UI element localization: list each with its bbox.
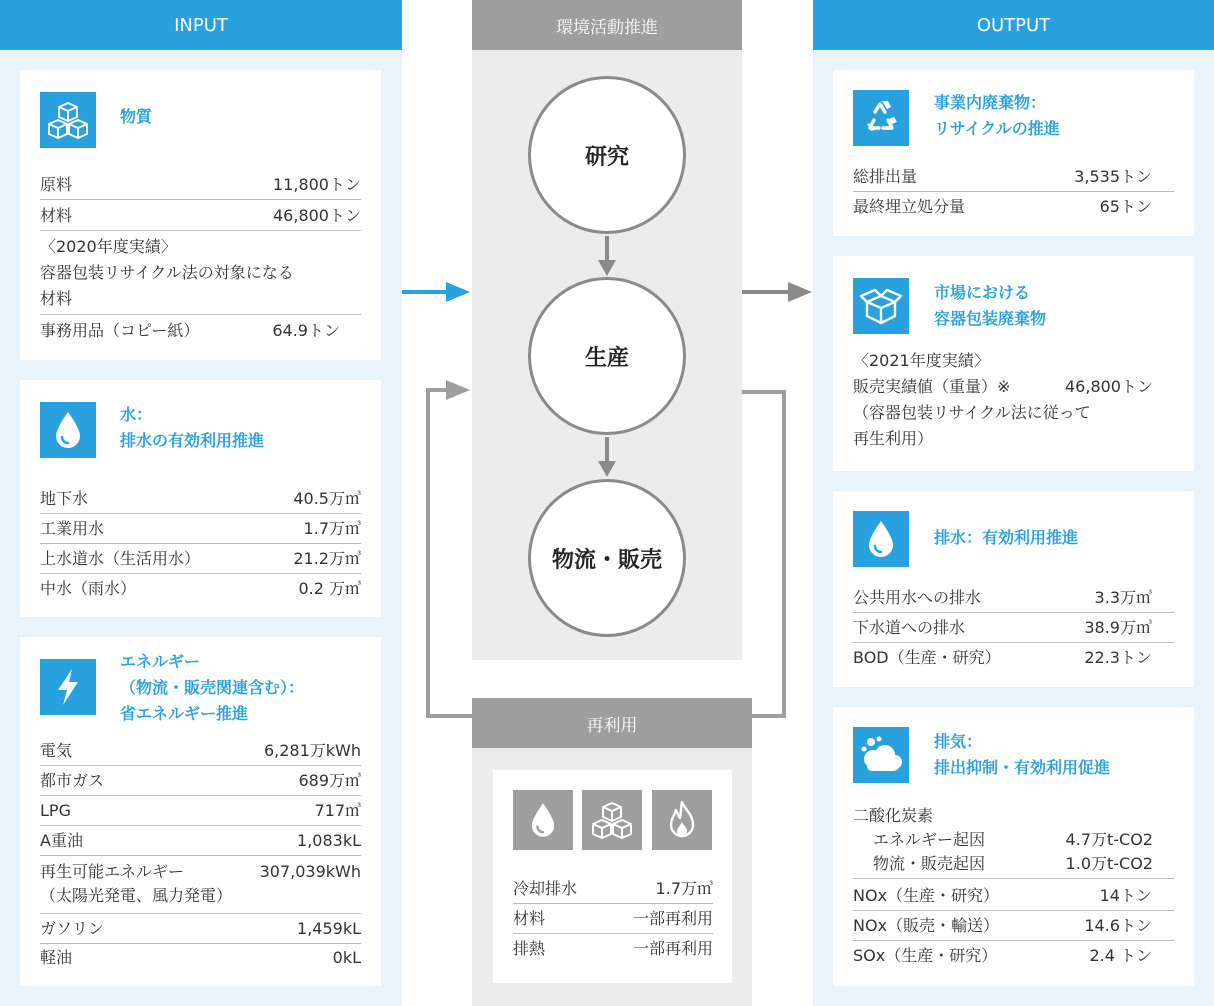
water-title: 水： 排水の有効利用推進: [120, 405, 265, 450]
energy-row: 都市ガス 689万㎥: [40, 766, 361, 796]
reuse-card: [493, 770, 732, 983]
water-drop-icon: [513, 790, 573, 850]
energy-row: ガソリン 1,459kL: [40, 914, 361, 944]
water-row: 工業用水 1.7万㎥: [40, 514, 361, 544]
substance-row: 原料 11,800トン: [40, 170, 361, 200]
arrow-research-to-production: [596, 236, 618, 278]
stage-research: 研究: [528, 76, 686, 234]
water-drop-icon: [853, 511, 909, 567]
packaging-note: （容器包装リサイクル法に従って 再生利用）: [853, 403, 1091, 448]
input-arrow: [402, 280, 472, 304]
business-waste-row: 最終埋立処分量 65トン: [853, 197, 1152, 216]
business-waste-title: 事業内廃棄物： リサイクルの推進: [934, 93, 1060, 138]
water-row: 地下水 40.5万㎥: [40, 484, 361, 514]
water-row: 中水（雨水） 0.2 万㎥: [40, 579, 361, 598]
output-header: OUTPUT: [813, 0, 1214, 50]
drainage-title: 排水：有効利用推進: [934, 528, 1079, 547]
substance-title: 物質: [120, 107, 153, 126]
water-row: 上水道水（生活用水） 21.2万㎥: [40, 544, 361, 574]
substance-card: [20, 70, 381, 360]
water-drop-icon: [40, 402, 96, 458]
water-card: [20, 380, 381, 617]
office-supplies-row: 事務用品（コピー紙） 64.9トン: [40, 321, 340, 340]
packaging-sales-row: 販売実績値（重量）※ 46,800トン: [853, 377, 1153, 396]
renewable-energy-row: 再生可能エネルギー 307,039kWh: [40, 862, 361, 881]
packaging-waste-card: [833, 256, 1194, 471]
energy-row: 軽油 0kL: [40, 948, 361, 967]
energy-title: エネルギー （物流・販売関連含む）： 省エネルギー推進: [120, 652, 305, 723]
energy-card: [20, 637, 381, 986]
cubes-icon: [582, 790, 642, 850]
reuse-header: 再利用: [472, 698, 752, 748]
exhaust-title: 排気： 排出抑制・有効利用促進: [934, 732, 1111, 777]
packaging-year: 〈2021年度実績〉: [853, 351, 990, 370]
cubes-icon: [40, 92, 96, 148]
reuse-row: 材料 一部再利用: [513, 904, 713, 934]
drainage-row: 下水道への排水 38.9万㎥: [853, 613, 1174, 643]
output-arrow: [742, 280, 814, 304]
recycle-icon: [853, 90, 909, 146]
stage-logistics-sales: 物流・販売: [528, 479, 686, 637]
drainage-row: 公共用水への排水 3.3万㎥: [853, 583, 1174, 613]
energy-row: A重油 1,083kL: [40, 826, 361, 856]
energy-row: 電気 6,281万kWh: [40, 736, 361, 766]
emission-row: NOx（販売・輸送） 14.6トン: [853, 911, 1174, 941]
stage-production: 生産: [528, 277, 686, 435]
reuse-loop-lines: [400, 370, 800, 730]
reuse-row: 排熱 一部再利用: [513, 939, 713, 958]
energy-row: LPG 717㎥: [40, 796, 361, 826]
co2-label: 二酸化炭素: [853, 806, 934, 825]
co2-row: 物流・販売起因 1.0万t-CO2: [853, 851, 1174, 879]
drainage-row: BOD（生産・研究） 22.3トン: [853, 648, 1152, 667]
flame-icon: [652, 790, 712, 850]
business-waste-card: [833, 70, 1194, 236]
drainage-card: [833, 491, 1194, 687]
packaging-waste-title: 市場における 容器包装廃棄物: [934, 283, 1047, 328]
substance-divider: [40, 314, 361, 315]
input-header: INPUT: [0, 0, 402, 50]
cloud-icon: [853, 727, 909, 783]
exhaust-card: [833, 707, 1194, 986]
activity-header: 環境活動推進: [472, 0, 742, 50]
co2-row: エネルギー起因 4.7万t-CO2: [873, 830, 1153, 849]
lightning-icon: [40, 659, 96, 715]
substance-note: 〈2020年度実績〉 容器包装リサイクル法の対象になる 材料: [40, 237, 294, 308]
emission-row: SOx（生産・研究） 2.4 トン: [853, 946, 1152, 965]
substance-row: 材料 46,800トン: [40, 201, 361, 231]
renewable-energy-note: （太陽光発電、風力発電）: [40, 886, 233, 905]
open-box-icon: [853, 278, 909, 334]
business-waste-row: 総排出量 3,535トン: [853, 162, 1174, 192]
emission-row: NOx（生産・研究） 14トン: [853, 881, 1174, 911]
reuse-row: 冷却排水 1.7万㎥: [513, 874, 713, 904]
